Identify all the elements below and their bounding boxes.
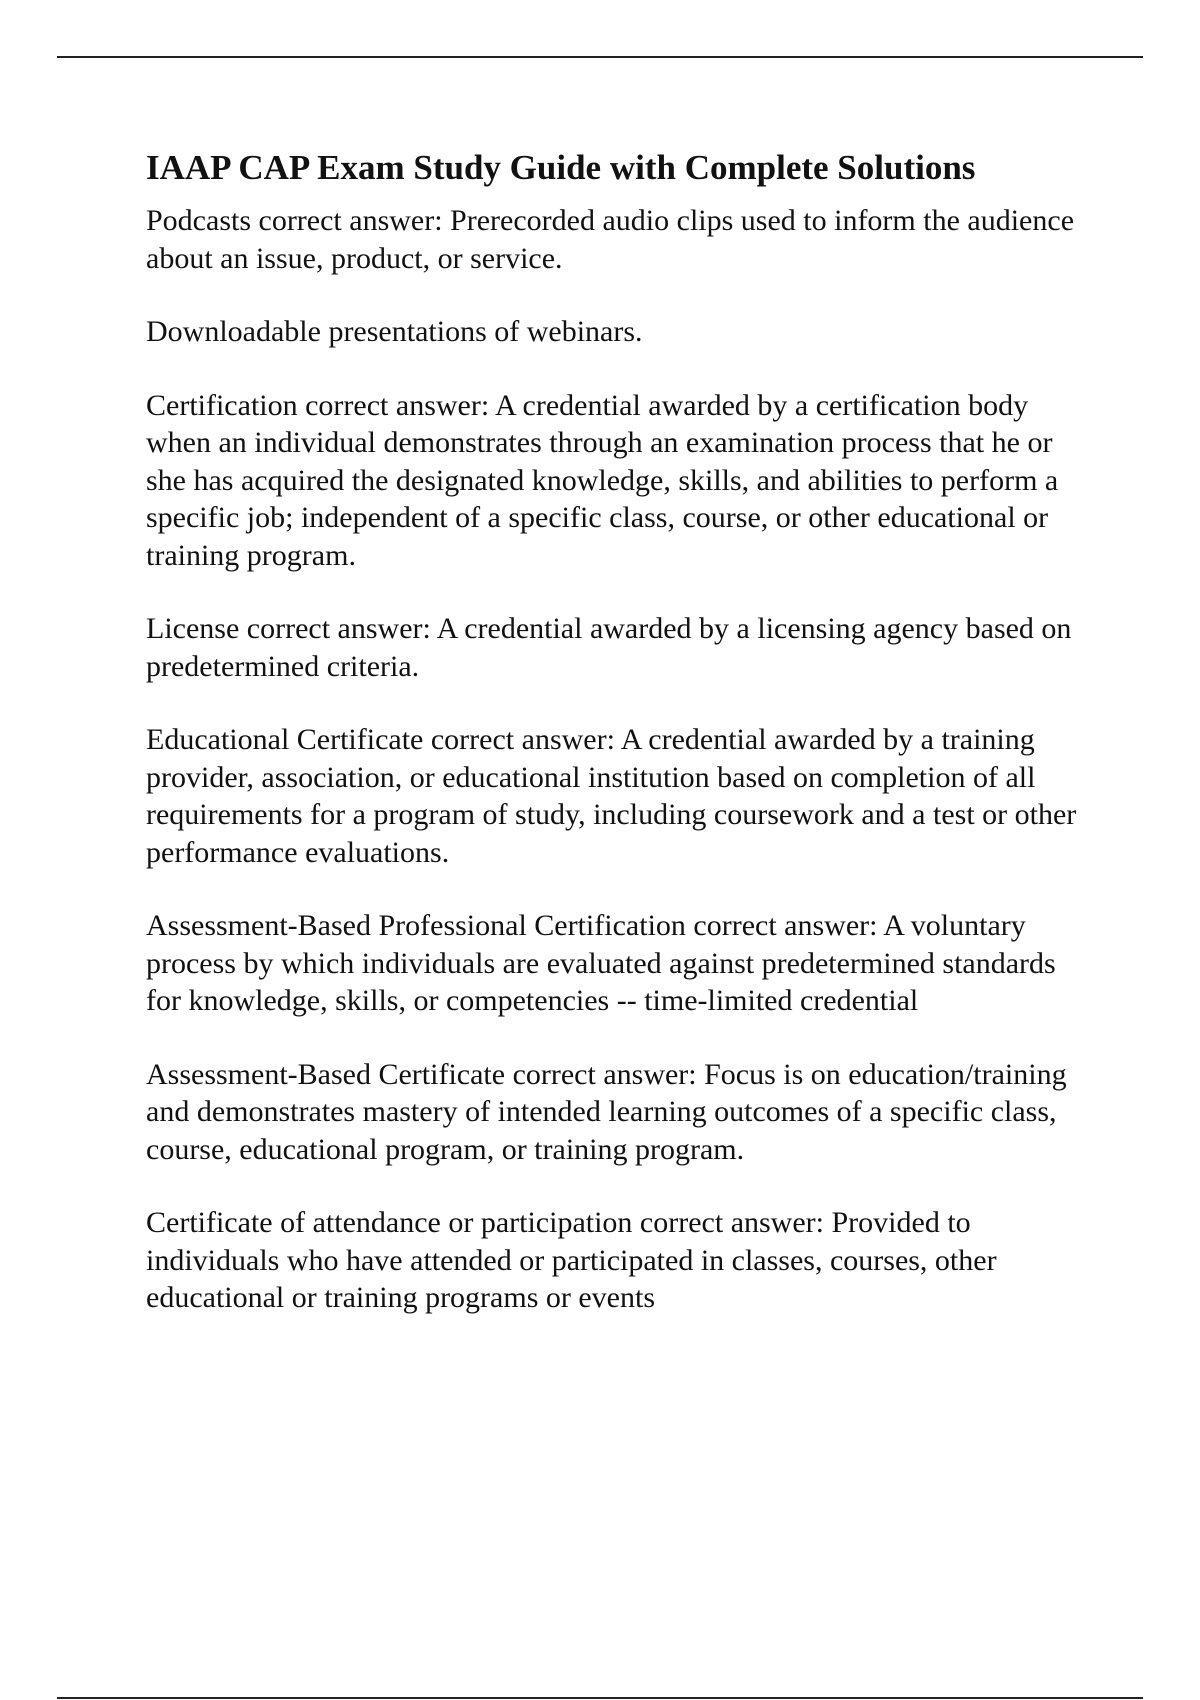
- entry-assessment-based-professional-certification: Assessment-Based Professional Certification correct answer: A voluntary process by which individuals are evaluated against predetermined standards for knowledge, skills, or competencies -- time-limited credential: [146, 909, 1056, 1017]
- document-title: IAAP CAP Exam Study Guide with Complete Solutions: [146, 148, 976, 187]
- document-body: [146, 140, 1091, 1353]
- footer-rule: [57, 1697, 1143, 1699]
- header-rule: [57, 56, 1143, 58]
- entry-license: License correct answer: A credential awarded by a licensing agency based on predetermined criteria.: [146, 612, 1072, 683]
- entry-downloadable-presentations: Downloadable presentations of webinars.: [146, 315, 643, 348]
- entry-certification: Certification correct answer: A credential awarded by a certification body when an individual demonstrates through an examination process that he or she has acquired the designated knowledge, skills, and abilities to perform a specific job; independent of a specific class, course, or other educational or training program.: [146, 388, 1059, 572]
- entry-assessment-based-certificate: Assessment-Based Certificate correct answer: Focus is on education/training and demonstrates mastery of intended learning outcomes of a specific class, course, educational program, or training program.: [146, 1057, 1067, 1166]
- entry-educational-certificate: Educational Certificate correct answer: A credential awarded by a training provider, association, or educational institution based on completion of all requirements for a program of study, including coursework and a test or other performance evaluations.: [146, 723, 1077, 869]
- entry-certificate-of-attendance: Certificate of attendance or participation correct answer: Provided to individuals who have attended or participated in classes, courses, other educational or training programs or events: [146, 1206, 997, 1314]
- entry-podcasts: Podcasts correct answer: Prerecorded audio clips used to inform the audience about an issue, product, or service.: [146, 204, 1075, 275]
